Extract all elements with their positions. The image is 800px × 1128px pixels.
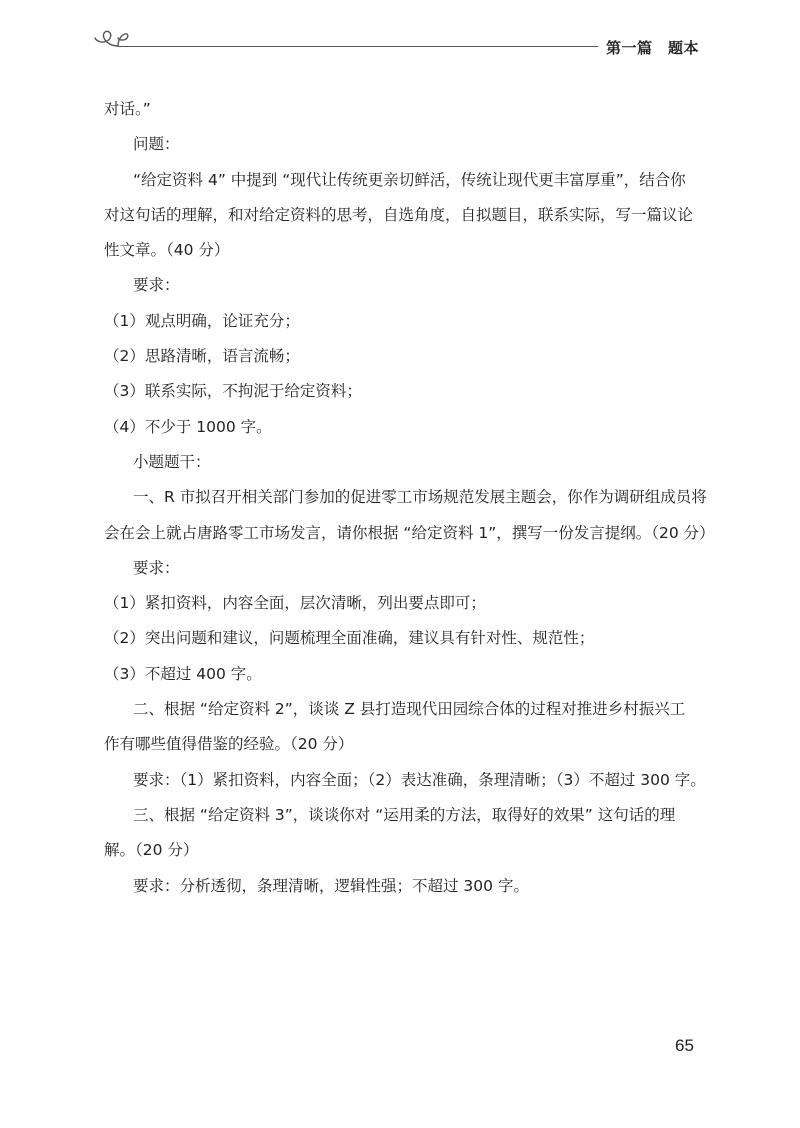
paragraph-line: 对这句话的理解，和对给定资料的思考，自选角度，自拟题目，联系实际，写一篇议论 bbox=[104, 205, 694, 224]
paragraph-line: 解。（20 分） bbox=[104, 841, 199, 860]
header-rule bbox=[118, 46, 598, 47]
paragraph-line: （3）联系实际，不拘泥于给定资料； bbox=[104, 382, 362, 401]
paragraph-line: （2）突出问题和建议，问题梳理全面准确，建议具有针对性、规范性； bbox=[104, 629, 595, 648]
paragraph-line: 性文章。（40 分） bbox=[104, 241, 230, 260]
paragraph-line: （1）观点明确，论证充分； bbox=[104, 311, 300, 330]
paragraph-line: （4）不少于 1000 字。 bbox=[104, 417, 272, 436]
paragraph-line: 会在会上就占唐路零工市场发言，请你根据 “给定资料 1”，撰写一份发言提纲。（20 分） bbox=[104, 523, 715, 542]
paragraph-line: 小题题干： bbox=[133, 452, 211, 471]
paragraph-line: 要求： bbox=[133, 558, 180, 577]
paragraph-line: “给定资料 4” 中提到 “现代让传统更亲切鲜活，传统让现代更丰富厚重”，结合你 bbox=[133, 170, 686, 189]
paragraph-line: （2）思路清晰，语言流畅； bbox=[104, 347, 300, 366]
paragraph-line: （1）紧扣资料，内容全面，层次清晰，列出要点即可； bbox=[104, 594, 486, 613]
paragraph-line: 要求： bbox=[133, 276, 180, 295]
paragraph-line: 对话。” bbox=[104, 100, 151, 118]
paragraph-line: 要求：分析透彻，条理清晰，逻辑性强；不超过 300 字。 bbox=[133, 876, 529, 895]
page-body bbox=[104, 92, 715, 904]
paragraph-line: 问题： bbox=[133, 135, 180, 154]
paragraph-line: 要求：（1）紧扣资料，内容全面；（2）表达准确，条理清晰；（3）不超过 300 字。 bbox=[133, 770, 706, 789]
paragraph-line: （3）不超过 400 字。 bbox=[104, 664, 262, 683]
paragraph-line: 二、根据 “给定资料 2”，谈谈 Z 县打造现代田园综合体的过程对推进乡村振兴工 bbox=[133, 700, 686, 719]
header-title: 第一篇 题本 bbox=[606, 39, 700, 57]
page-header bbox=[0, 0, 800, 70]
sprout-ornament-icon bbox=[92, 26, 132, 56]
paragraph-line: 一、R 市拟召开相关部门参加的促进零工市场规范发展主题会，你作为调研组成员将 bbox=[133, 488, 707, 507]
page-number: 65 bbox=[675, 1036, 694, 1055]
paragraph-line: 作有哪些值得借鉴的经验。（20 分） bbox=[104, 735, 354, 754]
paragraph-line: 三、根据 “给定资料 3”，谈谈你对 “运用柔的方法，取得好的效果” 这句话的理 bbox=[133, 805, 676, 824]
